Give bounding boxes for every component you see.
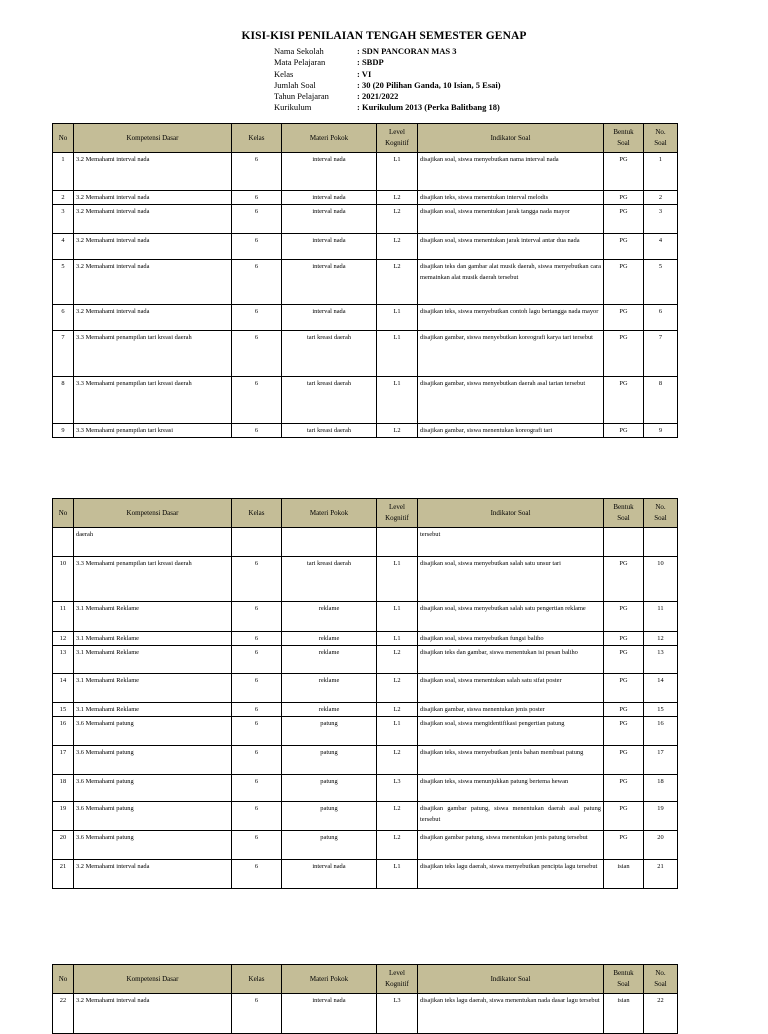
header-label: Kompetensi Dasar (126, 508, 179, 517)
cell-nosoal: 2 (644, 191, 678, 205)
cell-bentuk: PG (604, 646, 644, 674)
header-label: No (58, 133, 68, 142)
cell-nosoal: 21 (644, 860, 678, 889)
cell-no: 3 (53, 205, 74, 234)
header-label: No (58, 974, 68, 983)
cell-kelas: 6 (232, 775, 282, 802)
cell-level: L1 (377, 860, 418, 889)
cell-kelas: 6 (232, 557, 282, 602)
header-no (53, 124, 74, 153)
cell-indikator: disajikan teks, siswa menunjukkan patung bertema hewan (418, 775, 604, 802)
cell-bentuk: PG (604, 305, 644, 331)
cell-no: 8 (53, 377, 74, 424)
cell-no: 5 (53, 260, 74, 305)
cell-kelas: 6 (232, 305, 282, 331)
cell-nosoal: 4 (644, 234, 678, 260)
cell-indikator: disajikan teks lagu daerah, siswa menentukan nada dasar lagu tersebut (418, 994, 604, 1034)
cell-kd: 3.6 Memahami patung (74, 831, 232, 860)
cell-kelas: 6 (232, 994, 282, 1034)
cell-materi: patung (282, 802, 377, 831)
cell-nosoal: 14 (644, 674, 678, 703)
cell-level: L1 (377, 153, 418, 191)
info-row (274, 57, 501, 68)
cell-nosoal: 9 (644, 424, 678, 438)
cell-kd: 3.2 Memahami interval nada (74, 860, 232, 889)
cell-level: L1 (377, 331, 418, 377)
cell-bentuk: PG (604, 602, 644, 632)
table-header-row (53, 124, 678, 153)
table-row (53, 557, 678, 602)
header-label: Kognitif (385, 139, 409, 147)
cell-nosoal: 16 (644, 717, 678, 746)
header-materi-pokok (282, 124, 377, 153)
cell-no: 22 (53, 994, 74, 1034)
cell-no: 10 (53, 557, 74, 602)
cell-no: 21 (53, 860, 74, 889)
cell-kelas: 6 (232, 703, 282, 717)
header-label: Kognitif (385, 514, 409, 522)
cell-no: 19 (53, 802, 74, 831)
header-no (53, 965, 74, 994)
cell-nosoal: 22 (644, 994, 678, 1034)
header-label: Level (389, 503, 405, 511)
cell-no: 20 (53, 831, 74, 860)
info-label: Tahun Pelajaran (274, 91, 329, 102)
cell-kelas: 6 (232, 860, 282, 889)
cell-materi: interval nada (282, 191, 377, 205)
cell-bentuk: PG (604, 775, 644, 802)
header-label: Kompetensi Dasar (126, 974, 179, 983)
cell-indikator: disajikan teks, siswa menyebutkan jenis bahan membuat patung (418, 746, 604, 775)
header-kompetensi-dasar (74, 499, 232, 528)
cell-indikator: tersebut (418, 528, 604, 557)
table-row (53, 602, 678, 632)
header-level-kognitif (377, 965, 418, 994)
cell-nosoal: 8 (644, 377, 678, 424)
cell-no: 1 (53, 153, 74, 191)
cell-kelas: 6 (232, 205, 282, 234)
header-label: Bentuk (613, 969, 634, 977)
cell-kd: 3.2 Memahami interval nada (74, 234, 232, 260)
header-indikator-soal (418, 124, 604, 153)
cell-kelas: 6 (232, 802, 282, 831)
header-label: Soal (654, 980, 667, 988)
cell-nosoal: 20 (644, 831, 678, 860)
header-kelas (232, 499, 282, 528)
cell-materi: reklame (282, 703, 377, 717)
cell-nosoal: 5 (644, 260, 678, 305)
cell-kd: 3.1 Memahami Reklame (74, 674, 232, 703)
cell-kd: 3.2 Memahami interval nada (74, 153, 232, 191)
cell-bentuk: PG (604, 205, 644, 234)
header-label: Indikator Soal (490, 974, 531, 983)
table-row (53, 717, 678, 746)
info-label: Jumlah Soal (274, 79, 316, 90)
cell-indikator: disajikan teks dan gambar, siswa menentukan isi pesan baliho (418, 646, 604, 674)
header-label: Soal (654, 514, 667, 522)
header-label: Kelas (248, 133, 265, 142)
cell-bentuk: PG (604, 153, 644, 191)
cell-nosoal: 19 (644, 802, 678, 831)
cell-level: L2 (377, 746, 418, 775)
cell-bentuk: PG (604, 802, 644, 831)
cell-indikator: disajikan soal, siswa menentukan jarak tangga nada mayor (418, 205, 604, 234)
cell-indikator: disajikan soal, siswa menentukan salah satu sifat poster (418, 674, 604, 703)
table-row (53, 153, 678, 191)
table-header-row (53, 499, 678, 528)
header-kelas (232, 124, 282, 153)
cell-materi: interval nada (282, 994, 377, 1034)
table-row (53, 234, 678, 260)
cell-materi: patung (282, 775, 377, 802)
cell-kd: 3.2 Memahami interval nada (74, 305, 232, 331)
header-kelas (232, 965, 282, 994)
info-row (274, 69, 501, 80)
cell-level: L2 (377, 703, 418, 717)
cell-kd: 3.1 Memahami Reklame (74, 602, 232, 632)
table-row (53, 746, 678, 775)
info-value: : SBDP (357, 57, 384, 68)
cell-materi: reklame (282, 646, 377, 674)
header-kompetensi-dasar (74, 124, 232, 153)
info-label: Mata Pelajaran (274, 57, 326, 68)
cell-level (377, 528, 418, 557)
cell-nosoal: 3 (644, 205, 678, 234)
grid-table-2 (52, 498, 678, 889)
cell-kd: 3.3 Memahami penampilan tari kreasi daerah (74, 557, 232, 602)
table-row (53, 775, 678, 802)
cell-bentuk: isian (604, 860, 644, 889)
cell-level: L1 (377, 602, 418, 632)
cell-nosoal: 6 (644, 305, 678, 331)
header-level-kognitif (377, 499, 418, 528)
table-row (53, 674, 678, 703)
cell-level: L2 (377, 234, 418, 260)
cell-level: L1 (377, 377, 418, 424)
cell-indikator: disajikan gambar, siswa menentukan jenis poster (418, 703, 604, 717)
cell-materi: interval nada (282, 153, 377, 191)
cell-level: L3 (377, 994, 418, 1034)
cell-bentuk: PG (604, 377, 644, 424)
table-row (53, 632, 678, 646)
header-bentuk-soal (604, 124, 644, 153)
cell-bentuk: PG (604, 717, 644, 746)
header-label: Materi Pokok (309, 133, 349, 142)
cell-kd: 3.3 Memahami penampilan tari kreasi daerah (74, 331, 232, 377)
header-no-soal (644, 499, 678, 528)
header-label: Indikator Soal (490, 508, 531, 517)
document-title: KISI-KISI PENILAIAN TENGAH SEMESTER GENAP (241, 30, 527, 42)
table-row (53, 994, 678, 1034)
cell-level: L3 (377, 775, 418, 802)
cell-indikator: disajikan gambar patung, siswa menentukan jenis patung tersebut (418, 831, 604, 860)
cell-no: 18 (53, 775, 74, 802)
cell-indikator: disajikan teks, siswa menentukan interval melodis (418, 191, 604, 205)
cell-bentuk: PG (604, 703, 644, 717)
info-row (274, 91, 501, 102)
cell-bentuk: PG (604, 260, 644, 305)
header-label: Kelas (248, 974, 265, 983)
cell-bentuk: PG (604, 632, 644, 646)
cell-kelas: 6 (232, 153, 282, 191)
cell-materi: patung (282, 717, 377, 746)
header-level-kognitif (377, 124, 418, 153)
cell-kelas: 6 (232, 717, 282, 746)
cell-indikator: disajikan soal, siswa menyebutkan nama interval nada (418, 153, 604, 191)
header-label: No. (655, 503, 666, 511)
info-label: Kurikulum (274, 102, 312, 113)
cell-kd: 3.6 Memahami patung (74, 717, 232, 746)
header-label: Soal (617, 980, 630, 988)
header-label: Bentuk (613, 503, 634, 511)
header-bentuk-soal (604, 965, 644, 994)
cell-kd: 3.2 Memahami interval nada (74, 191, 232, 205)
cell-kd: 3.6 Memahami patung (74, 775, 232, 802)
cell-level: L1 (377, 557, 418, 602)
cell-indikator: disajikan soal, siswa menyebutkan salah satu unsur tari (418, 557, 604, 602)
table-row (53, 377, 678, 424)
cell-nosoal: 13 (644, 646, 678, 674)
header-label: Indikator Soal (490, 133, 531, 142)
table-row (53, 831, 678, 860)
cell-nosoal: 11 (644, 602, 678, 632)
cell-nosoal: 12 (644, 632, 678, 646)
cell-kd: 3.1 Memahami Reklame (74, 646, 232, 674)
cell-nosoal: 15 (644, 703, 678, 717)
cell-bentuk: PG (604, 424, 644, 438)
cell-kelas: 6 (232, 674, 282, 703)
header-bentuk-soal (604, 499, 644, 528)
cell-indikator: disajikan soal, siswa menyebutkan salah satu pengertian reklame (418, 602, 604, 632)
header-label: Soal (617, 514, 630, 522)
cell-level: L2 (377, 205, 418, 234)
cell-bentuk: PG (604, 674, 644, 703)
info-row (274, 46, 501, 57)
cell-kd: 3.2 Memahami interval nada (74, 994, 232, 1034)
header-label: Level (389, 969, 405, 977)
cell-kelas: 6 (232, 234, 282, 260)
cell-indikator: disajikan teks lagu daerah, siswa menyebutkan pencipta lagu tersebut (418, 860, 604, 889)
cell-materi: interval nada (282, 234, 377, 260)
cell-materi: reklame (282, 632, 377, 646)
table-row (53, 424, 678, 438)
table-row (53, 860, 678, 889)
cell-bentuk: PG (604, 831, 644, 860)
school-info (274, 46, 501, 114)
cell-indikator: disajikan gambar patung, siswa menentukan daerah asal patung tersebut (418, 802, 604, 831)
cell-kd: 3.3 Memahami penampilan tari kreasi (74, 424, 232, 438)
table-row (53, 703, 678, 717)
header-label: Level (389, 128, 405, 136)
header-no-soal (644, 124, 678, 153)
cell-no: 4 (53, 234, 74, 260)
cell-no: 7 (53, 331, 74, 377)
cell-kelas: 6 (232, 260, 282, 305)
cell-materi: tari kreasi daerah (282, 331, 377, 377)
cell-materi: patung (282, 831, 377, 860)
cell-kd: 3.1 Memahami Reklame (74, 703, 232, 717)
header-label: No (58, 508, 68, 517)
info-value: : SDN PANCORAN MAS 3 (357, 46, 457, 56)
cell-level: L1 (377, 632, 418, 646)
table-row (53, 802, 678, 831)
cell-indikator: disajikan soal, siswa menentukan jarak interval antar dua nada (418, 234, 604, 260)
table-row (53, 191, 678, 205)
cell-level: L2 (377, 802, 418, 831)
table-row (53, 646, 678, 674)
cell-materi: interval nada (282, 860, 377, 889)
cell-kd: 3.6 Memahami patung (74, 746, 232, 775)
cell-materi: reklame (282, 602, 377, 632)
cell-no: 14 (53, 674, 74, 703)
cell-kelas: 6 (232, 331, 282, 377)
cell-nosoal: 1 (644, 153, 678, 191)
cell-materi (282, 528, 377, 557)
cell-kelas: 6 (232, 191, 282, 205)
cell-kelas: 6 (232, 746, 282, 775)
info-label: Nama Sekolah (274, 46, 324, 56)
cell-materi: tari kreasi daerah (282, 557, 377, 602)
grid-table-1 (52, 123, 678, 438)
header-label: Soal (617, 139, 630, 147)
cell-no: 6 (53, 305, 74, 331)
info-value: : VI (357, 68, 372, 79)
cell-level: L2 (377, 646, 418, 674)
info-row (274, 102, 501, 113)
cell-no: 13 (53, 646, 74, 674)
cell-bentuk: PG (604, 191, 644, 205)
cell-bentuk: PG (604, 234, 644, 260)
cell-nosoal: 7 (644, 331, 678, 377)
header-label: No. (655, 969, 666, 977)
info-value: : 30 (20 Pilihan Ganda, 10 Isian, 5 Esai) (357, 79, 501, 90)
info-label: Kelas (274, 68, 294, 79)
info-value: : Kurikulum 2013 (Perka Balitbang 18) (357, 102, 500, 113)
cell-no: 17 (53, 746, 74, 775)
cell-materi: interval nada (282, 305, 377, 331)
cell-bentuk: PG (604, 557, 644, 602)
header-materi-pokok (282, 499, 377, 528)
cell-kd: 3.2 Memahami interval nada (74, 205, 232, 234)
cell-indikator: disajikan gambar, siswa menyebutkan daerah asal tarian tersebut (418, 377, 604, 424)
cell-no: 12 (53, 632, 74, 646)
header-label: Bentuk (613, 128, 634, 136)
cell-materi: tari kreasi daerah (282, 424, 377, 438)
cell-bentuk: PG (604, 746, 644, 775)
table-header-row (53, 965, 678, 994)
cell-kelas: 6 (232, 424, 282, 438)
cell-no: 16 (53, 717, 74, 746)
header-label: Kompetensi Dasar (126, 133, 179, 142)
table-row (53, 331, 678, 377)
cell-kd: 3.2 Memahami interval nada (74, 260, 232, 305)
header-label: Materi Pokok (309, 508, 349, 517)
header-label: Kelas (248, 508, 265, 517)
cell-nosoal: 17 (644, 746, 678, 775)
cell-indikator: disajikan soal, siswa menyebutkan fungsi baliho (418, 632, 604, 646)
cell-no: 2 (53, 191, 74, 205)
cell-bentuk (604, 528, 644, 557)
cell-bentuk: isian (604, 994, 644, 1034)
cell-level: L2 (377, 424, 418, 438)
cell-nosoal (644, 528, 678, 557)
cell-level: L2 (377, 674, 418, 703)
cell-materi: reklame (282, 674, 377, 703)
cell-indikator: disajikan teks dan gambar alat musik daerah, siswa menyebutkan cara memainkan alat musik daerah tersebut (418, 260, 604, 305)
cell-kd: daerah (74, 528, 232, 557)
header-kompetensi-dasar (74, 965, 232, 994)
cell-level: L2 (377, 831, 418, 860)
cell-kd: 3.3 Memahami penampilan tari kreasi daerah (74, 377, 232, 424)
header-label: Soal (654, 139, 667, 147)
table-row (53, 305, 678, 331)
cell-kelas: 6 (232, 602, 282, 632)
cell-kelas: 6 (232, 377, 282, 424)
cell-materi: interval nada (282, 205, 377, 234)
cell-bentuk: PG (604, 331, 644, 377)
cell-materi: patung (282, 746, 377, 775)
cell-materi: tari kreasi daerah (282, 377, 377, 424)
header-label: Materi Pokok (309, 974, 349, 983)
header-no-soal (644, 965, 678, 994)
info-value: : 2021/2022 (357, 91, 399, 102)
cell-level: L1 (377, 717, 418, 746)
table-row (53, 205, 678, 234)
cell-no: 15 (53, 703, 74, 717)
header-label: Kognitif (385, 980, 409, 988)
cell-indikator: disajikan gambar, siswa menentukan koreografi tari (418, 424, 604, 438)
header-label: No. (655, 128, 666, 136)
cell-level: L2 (377, 260, 418, 305)
cell-no (53, 528, 74, 557)
header-materi-pokok (282, 965, 377, 994)
cell-kd: 3.1 Memahami Reklame (74, 632, 232, 646)
cell-no: 11 (53, 602, 74, 632)
cell-materi: interval nada (282, 260, 377, 305)
cell-kelas: 6 (232, 632, 282, 646)
header-no (53, 499, 74, 528)
cell-kelas (232, 528, 282, 557)
table-row (53, 260, 678, 305)
cell-indikator: disajikan soal, siswa mengidentifikasi pengertian patung (418, 717, 604, 746)
cell-nosoal: 10 (644, 557, 678, 602)
cell-kd: 3.6 Memahami patung (74, 802, 232, 831)
table-row (53, 528, 678, 557)
cell-indikator: disajikan gambar, siswa menyebutkan koreografi karya tari tersebut (418, 331, 604, 377)
header-indikator-soal (418, 499, 604, 528)
cell-kelas: 6 (232, 646, 282, 674)
cell-kelas: 6 (232, 831, 282, 860)
cell-level: L2 (377, 191, 418, 205)
header-indikator-soal (418, 965, 604, 994)
cell-no: 9 (53, 424, 74, 438)
cell-indikator: disajikan teks, siswa menyebutkan contoh lagu bertangga nada mayor (418, 305, 604, 331)
cell-nosoal: 18 (644, 775, 678, 802)
info-row (274, 80, 501, 91)
cell-level: L1 (377, 305, 418, 331)
